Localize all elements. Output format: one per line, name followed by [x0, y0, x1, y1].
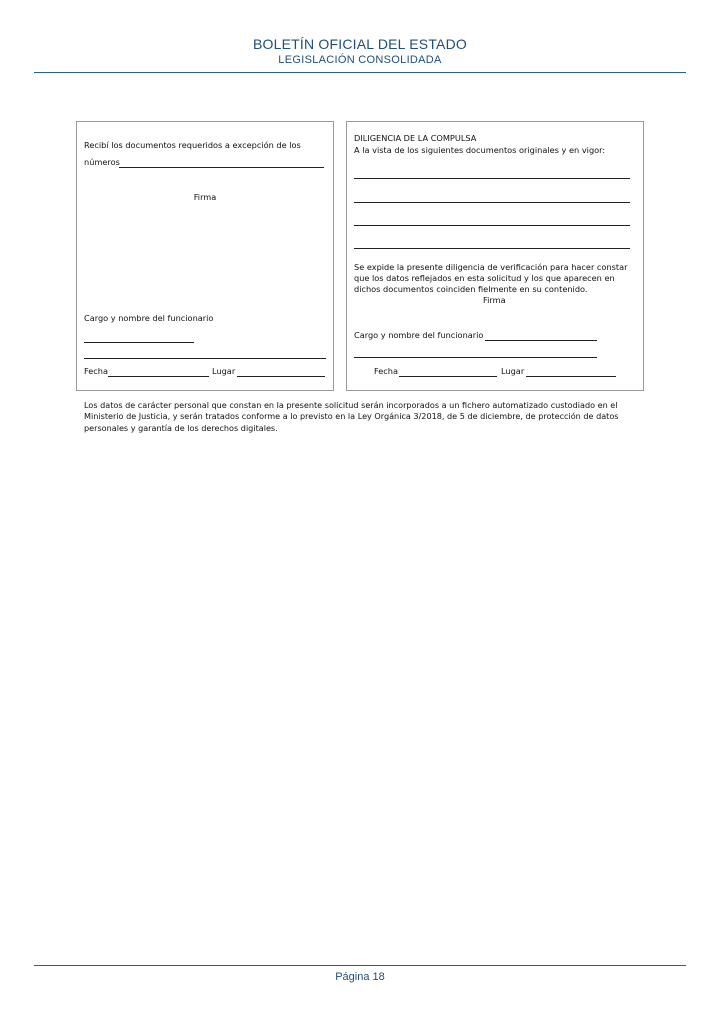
receipt-text-line2: números	[84, 157, 120, 167]
compulsa-signature-label: Firma	[483, 295, 506, 305]
compulsa-title: DILIGENCIA DE LA COMPULSA	[354, 133, 477, 143]
numbers-blank-line	[119, 167, 324, 168]
compulsa-statement-line2: que los datos reflejados en esta solicitud y los que aparecen en	[354, 273, 615, 283]
compulsa-statement-line1: Se expide la presente diligencia de verificación para hacer constar	[354, 262, 628, 272]
compulsa-official-line2	[354, 357, 597, 358]
document-line-2	[354, 202, 630, 203]
privacy-note: Los datos de carácter personal que constan en la presente solicitud serán incorporados a un fichero automatizado custodiado en el Ministerio de Justicia, y serán tratados conforme a lo previsto en la Ley Orgánica 3/2018, de 5 de diciembre, de protección de datos personales y garantía de los derechos digitales.	[84, 400, 619, 433]
compulsa-place-line	[526, 376, 616, 377]
receipt-date-label: Fecha	[84, 366, 109, 376]
document-line-4	[354, 248, 630, 249]
receipt-box	[76, 121, 334, 391]
compulsa-date-line	[399, 376, 497, 377]
receipt-official-line1	[84, 342, 194, 343]
compulsa-official-label: Cargo y nombre del funcionario	[354, 330, 484, 340]
compulsa-statement-line3: dichos documentos coinciden fielmente en su contenido.	[354, 284, 588, 294]
compulsa-intro: A la vista de los siguientes documentos originales y en vigor:	[354, 145, 606, 155]
compulsa-date-label: Fecha	[374, 366, 399, 376]
document-line-3	[354, 225, 630, 226]
compulsa-box	[346, 121, 644, 391]
receipt-signature-label: Firma	[193, 192, 217, 202]
page-number: Página 18	[335, 971, 385, 983]
page-header-title: BOLETÍN OFICIAL DEL ESTADO	[253, 36, 467, 52]
header-divider	[34, 72, 686, 73]
receipt-official-label: Cargo y nombre del funcionario	[84, 313, 214, 323]
compulsa-official-line1	[485, 340, 597, 341]
receipt-place-line	[237, 376, 325, 377]
footer-divider	[34, 965, 686, 966]
receipt-date-line	[108, 376, 209, 377]
compulsa-place-label: Lugar	[501, 366, 525, 376]
receipt-official-line2	[84, 358, 326, 359]
receipt-place-label: Lugar	[212, 366, 236, 376]
page-header-subtitle: LEGISLACIÓN CONSOLIDADA	[278, 54, 442, 66]
receipt-text-line1: Recibí los documentos requeridos a excepción de los	[84, 140, 301, 150]
document-line-1	[354, 178, 630, 179]
